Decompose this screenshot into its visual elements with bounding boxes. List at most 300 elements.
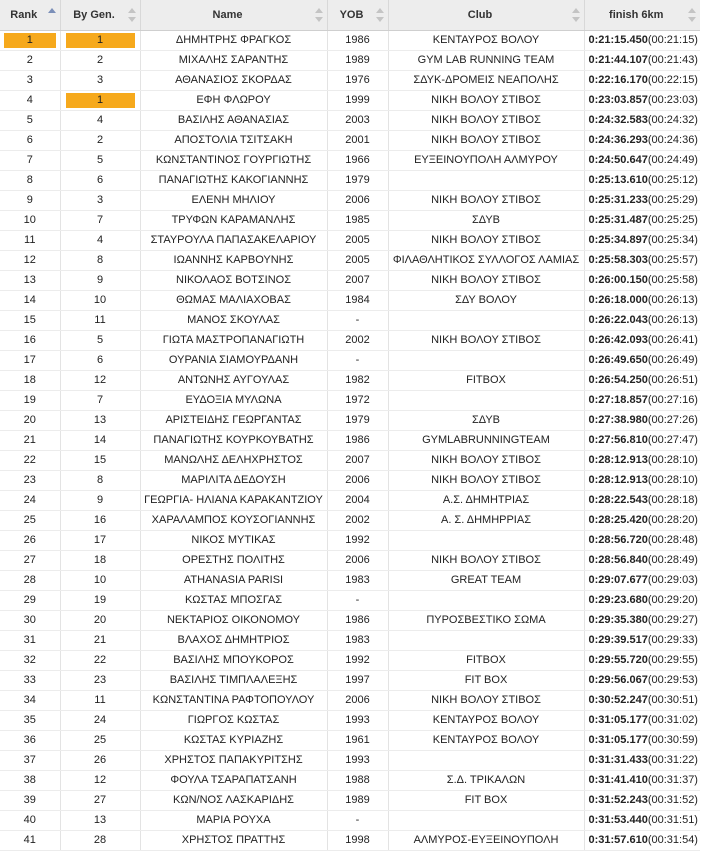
rank-value: 38 xyxy=(23,774,36,786)
gen-cell xyxy=(60,371,140,391)
net-time: (00:25:34) xyxy=(647,234,698,246)
yob-cell: 1992 xyxy=(327,651,388,671)
gen-value: 19 xyxy=(93,594,107,606)
name-cell: ΝΙΚΟΛΑΟΣ ΒΟΤΣΙΝΟΣ xyxy=(140,271,327,291)
yob-cell: 1972 xyxy=(327,391,388,411)
finish-time: 0:29:55.720 xyxy=(588,654,648,666)
finish-cell xyxy=(584,371,700,391)
gen-cell xyxy=(60,471,140,491)
gen-value: 13 xyxy=(93,414,107,426)
net-time: (00:21:15) xyxy=(647,34,698,46)
finish-cell xyxy=(584,251,700,271)
finish-time: 0:26:42.093 xyxy=(588,334,648,346)
yob-cell: 1983 xyxy=(327,571,388,591)
club-cell: ΝΙΚΗ ΒΟΛΟΥ ΣΤΙΒΟΣ xyxy=(388,271,584,291)
gen-cell xyxy=(60,351,140,371)
yob-cell: 1979 xyxy=(327,171,388,191)
gen-cell xyxy=(60,91,140,111)
club-cell: Σ.Δ. ΤΡΙΚΑΛΩΝ xyxy=(388,771,584,791)
yob-cell: 2007 xyxy=(327,271,388,291)
yob-cell: 2002 xyxy=(327,511,388,531)
gen-cell xyxy=(60,171,140,191)
finish-cell xyxy=(584,771,700,791)
gen-cell xyxy=(60,491,140,511)
name-cell: ΧΑΡΑΛΑΜΠΟΣ ΚΟΥΣΟΓΙΑΝΝΗΣ xyxy=(140,511,327,531)
rank-cell xyxy=(0,571,60,591)
finish-time: 0:29:56.067 xyxy=(588,674,648,686)
net-time: (00:21:43) xyxy=(647,54,698,66)
finish-time: 0:31:57.610 xyxy=(588,834,648,846)
rank-value: 25 xyxy=(23,514,36,526)
rank-cell xyxy=(0,691,60,711)
rank-value: 12 xyxy=(23,254,36,266)
name-cell: ΜΑΡΙΑ ΡΟΥΧΑ xyxy=(140,811,327,831)
name-cell: ΚΩΣΤΑΣ ΚΥΡΙΑΖΗΣ xyxy=(140,731,327,751)
finish-cell xyxy=(584,491,700,511)
net-time: (00:28:18) xyxy=(647,494,698,506)
name-cell: ΕΛΕΝΗ ΜΗΛΙΟΥ xyxy=(140,191,327,211)
name-cell: ΜΑΝΟΣ ΣΚΟΥΛΑΣ xyxy=(140,311,327,331)
name-cell: ΕΥΔΟΞΙΑ ΜΥΛΩΝΑ xyxy=(140,391,327,411)
gen-value: 14 xyxy=(93,434,107,446)
yob-cell: 1999 xyxy=(327,91,388,111)
rank-cell xyxy=(0,251,60,271)
gen-value: 10 xyxy=(93,574,107,586)
yob-cell: 1985 xyxy=(327,211,388,231)
finish-cell xyxy=(584,671,700,691)
rank-value: 8 xyxy=(26,174,33,186)
table-row xyxy=(0,631,700,651)
yob-cell: - xyxy=(327,591,388,611)
table-row xyxy=(0,471,700,491)
club-cell: ΣΔΥΒ xyxy=(388,411,584,431)
finish-time: 0:31:05.177 xyxy=(588,714,648,726)
rank-value: 20 xyxy=(23,414,36,426)
net-time: (00:25:12) xyxy=(647,174,698,186)
rank-header-label: Rank xyxy=(10,9,38,21)
rank-cell xyxy=(0,391,60,411)
table-row xyxy=(0,771,700,791)
yob-cell: 1986 xyxy=(327,611,388,631)
club-cell: ΝΙΚΗ ΒΟΛΟΥ ΣΤΙΒΟΣ xyxy=(388,471,584,491)
gen-value: 8 xyxy=(96,254,104,266)
gen-value: 15 xyxy=(93,454,107,466)
club-cell: FITBOX xyxy=(388,371,584,391)
rank-value: 26 xyxy=(23,534,36,546)
net-time: (00:31:02) xyxy=(647,714,698,726)
finish-time: 0:27:56.810 xyxy=(588,434,648,446)
finish-cell xyxy=(584,651,700,671)
net-time: (00:27:16) xyxy=(647,394,698,406)
yob-cell: 2005 xyxy=(327,251,388,271)
finish-time: 0:29:07.677 xyxy=(588,574,648,586)
club-cell: FIT BOX xyxy=(388,791,584,811)
net-time: (00:29:33) xyxy=(647,634,698,646)
table-row xyxy=(0,671,700,691)
rank-value: 3 xyxy=(26,74,33,86)
rank-cell xyxy=(0,191,60,211)
name-cell: ΑΘΑΝΑΣΙΟΣ ΣΚΟΡΔΑΣ xyxy=(140,71,327,91)
yob-cell: 1984 xyxy=(327,291,388,311)
finish-time: 0:31:53.440 xyxy=(588,814,648,826)
finish-time: 0:25:58.303 xyxy=(588,254,648,266)
sort-icon[interactable] xyxy=(376,8,383,22)
gen-value: 2 xyxy=(96,134,104,146)
name-cell: ΒΛΑΧΟΣ ΔΗΜΗΤΡΙΟΣ xyxy=(140,631,327,651)
table-row xyxy=(0,311,700,331)
name-cell: ΘΩΜΑΣ ΜΑΛΙΑΧΟΒΑΣ xyxy=(140,291,327,311)
name-cell: ΟΡΕΣΤΗΣ ΠΟΛΙΤΗΣ xyxy=(140,551,327,571)
table-row xyxy=(0,531,700,551)
name-cell: ΙΩΑΝΝΗΣ ΚΑΡΒΟΥΝΗΣ xyxy=(140,251,327,271)
club-cell: GREAT TEAM xyxy=(388,571,584,591)
finish-cell xyxy=(584,531,700,551)
name-cell: ΑΠΟΣΤΟΛΙΑ ΤΣΙΤΣΑΚΗ xyxy=(140,131,327,151)
finish-time: 0:27:18.857 xyxy=(588,394,648,406)
gen-value: 23 xyxy=(93,674,107,686)
net-time: (00:29:53) xyxy=(647,674,698,686)
rank-cell xyxy=(0,31,60,51)
rank-value: 2 xyxy=(26,54,33,66)
gen-value: 28 xyxy=(93,834,107,846)
table-row xyxy=(0,731,700,751)
rank-cell xyxy=(0,711,60,731)
finish-cell xyxy=(584,211,700,231)
net-time: (00:27:47) xyxy=(647,434,698,446)
gen-cell xyxy=(60,231,140,251)
table-row xyxy=(0,251,700,271)
gen-value: 4 xyxy=(96,234,104,246)
table-row xyxy=(0,571,700,591)
gen-value: 13 xyxy=(93,814,107,826)
finish-time: 0:31:41.410 xyxy=(588,774,648,786)
club-cell: GYMLABRUNNINGTEAM xyxy=(388,431,584,451)
rank-value: 7 xyxy=(26,154,33,166)
rank-cell xyxy=(0,231,60,251)
gen-cell xyxy=(60,731,140,751)
finish-time: 0:21:15.450 xyxy=(588,34,648,46)
finish-time: 0:25:31.233 xyxy=(588,194,648,206)
rank-cell xyxy=(0,351,60,371)
name-cell: ΝΕΚΤΑΡΙΟΣ ΟΙΚΟΝΟΜΟΥ xyxy=(140,611,327,631)
sort-icon[interactable] xyxy=(48,8,55,22)
yob-column-header[interactable] xyxy=(327,0,388,31)
net-time: (00:26:13) xyxy=(647,294,698,306)
name-cell: ΒΑΣΙΛΗΣ ΑΘΑΝΑΣΙΑΣ xyxy=(140,111,327,131)
rank-cell xyxy=(0,91,60,111)
net-time: (00:24:36) xyxy=(647,134,698,146)
yob-cell: 2007 xyxy=(327,451,388,471)
club-cell: ΚΕΝΤΑΥΡΟΣ ΒΟΛΟΥ xyxy=(388,711,584,731)
finish-time: 0:29:23.680 xyxy=(588,594,648,606)
finish-cell xyxy=(584,131,700,151)
net-time: (00:31:54) xyxy=(647,834,698,846)
club-cell xyxy=(388,391,584,411)
gen-cell xyxy=(60,511,140,531)
club-cell: ΑΛΜΥΡΟΣ-ΕΥΞΕΙΝΟΥΠΟΛΗ xyxy=(388,831,584,851)
yob-cell: 1989 xyxy=(327,791,388,811)
table-row xyxy=(0,291,700,311)
club-cell: ΣΔΥ ΒΟΛΟΥ xyxy=(388,291,584,311)
rank-value: 10 xyxy=(23,214,36,226)
yob-cell: 2006 xyxy=(327,191,388,211)
gen-cell xyxy=(60,151,140,171)
net-time: (00:29:27) xyxy=(647,614,698,626)
rank-value: 23 xyxy=(23,474,36,486)
rank-value: 39 xyxy=(23,794,36,806)
net-time: (00:22:15) xyxy=(647,74,698,86)
table-row xyxy=(0,591,700,611)
table-row xyxy=(0,131,700,151)
gen-cell xyxy=(60,651,140,671)
rank-cell xyxy=(0,751,60,771)
yob-cell: 1992 xyxy=(327,531,388,551)
name-cell: ΓΙΩΡΓΟΣ ΚΩΣΤΑΣ xyxy=(140,711,327,731)
rank-cell xyxy=(0,791,60,811)
gen-value: 12 xyxy=(93,774,107,786)
rank-value: 35 xyxy=(23,714,36,726)
rank-value: 31 xyxy=(23,634,36,646)
name-cell: ΠΑΝΑΓΙΩΤΗΣ ΚΑΚΟΓΙΑΝΝΗΣ xyxy=(140,171,327,191)
finish-cell xyxy=(584,591,700,611)
finish-time: 0:28:56.720 xyxy=(588,534,648,546)
gen-cell xyxy=(60,431,140,451)
yob-cell: 2001 xyxy=(327,131,388,151)
finish-time: 0:26:54.250 xyxy=(588,374,648,386)
finish-time: 0:31:52.243 xyxy=(588,794,648,806)
gen-value: 6 xyxy=(96,174,104,186)
table-row xyxy=(0,271,700,291)
finish-time: 0:21:44.107 xyxy=(588,54,648,66)
name-cell: ΚΩΝΣΤΑΝΤΙΝΑ ΡΑΦΤΟΠΟΥΛΟΥ xyxy=(140,691,327,711)
yob-cell: 2006 xyxy=(327,471,388,491)
yob-cell: 2005 xyxy=(327,231,388,251)
finish-cell xyxy=(584,111,700,131)
table-row xyxy=(0,831,700,851)
table-row xyxy=(0,31,700,51)
club-cell: ΝΙΚΗ ΒΟΛΟΥ ΣΤΙΒΟΣ xyxy=(388,191,584,211)
yob-cell: 1997 xyxy=(327,671,388,691)
table-row xyxy=(0,431,700,451)
name-column-header[interactable] xyxy=(140,0,327,31)
finish-time: 0:24:50.647 xyxy=(588,154,648,166)
club-cell xyxy=(388,171,584,191)
gen-value: 16 xyxy=(93,514,107,526)
name-cell: ΑΡΙΣΤΕΙΔΗΣ ΓΕΩΡΓΑΝΤΑΣ xyxy=(140,411,327,431)
finish-cell xyxy=(584,51,700,71)
yob-cell: - xyxy=(327,311,388,331)
by-gen-header-label: By Gen. xyxy=(73,9,115,21)
rank-cell xyxy=(0,171,60,191)
gen-cell xyxy=(60,811,140,831)
gen-cell xyxy=(60,791,140,811)
net-time: (00:28:10) xyxy=(647,474,698,486)
name-cell: ΓΕΩΡΓΙΑ- ΗΛΙΑΝΑ ΚΑΡΑΚΑΝΤΖΙΟΥ xyxy=(140,491,327,511)
net-time: (00:28:49) xyxy=(647,554,698,566)
rank-cell xyxy=(0,51,60,71)
gen-cell xyxy=(60,591,140,611)
net-time: (00:29:03) xyxy=(647,574,698,586)
finish-time: 0:23:03.857 xyxy=(588,94,648,106)
name-cell: ΜΑΡΙΛΙΤΑ ΔΕΔΟΥΣΗ xyxy=(140,471,327,491)
table-row xyxy=(0,111,700,131)
finish-cell xyxy=(584,451,700,471)
finish-cell xyxy=(584,431,700,451)
finish-cell xyxy=(584,511,700,531)
table-row xyxy=(0,171,700,191)
rank-value: 18 xyxy=(23,374,36,386)
net-time: (00:25:25) xyxy=(647,214,698,226)
finish-time: 0:26:22.043 xyxy=(588,314,648,326)
gen-cell xyxy=(60,571,140,591)
gen-cell xyxy=(60,751,140,771)
table-row xyxy=(0,611,700,631)
rank-value: 16 xyxy=(23,334,36,346)
club-cell: ΝΙΚΗ ΒΟΛΟΥ ΣΤΙΒΟΣ xyxy=(388,231,584,251)
name-cell: ΣΤΑΥΡΟΥΛΑ ΠΑΠΑΣΑΚΕΛΑΡΙΟΥ xyxy=(140,231,327,251)
gen-value: 18 xyxy=(93,554,107,566)
gen-value: 26 xyxy=(93,754,107,766)
club-cell xyxy=(388,531,584,551)
finish-time: 0:27:38.980 xyxy=(588,414,648,426)
net-time: (00:31:52) xyxy=(647,794,698,806)
sort-icon[interactable] xyxy=(688,8,695,22)
finish-column-header[interactable] xyxy=(584,0,700,31)
name-header-label: Name xyxy=(212,9,243,21)
gen-cell xyxy=(60,271,140,291)
rank-cell xyxy=(0,551,60,571)
sort-icon[interactable] xyxy=(128,8,135,22)
finish-cell xyxy=(584,91,700,111)
finish-cell xyxy=(584,271,700,291)
sort-icon[interactable] xyxy=(572,8,579,22)
gen-value: 5 xyxy=(96,154,104,166)
gen-value: 7 xyxy=(96,394,104,406)
gen-cell xyxy=(60,311,140,331)
table-row xyxy=(0,351,700,371)
table-row xyxy=(0,51,700,71)
club-cell: GYM LAB RUNNING TEAM xyxy=(388,51,584,71)
rank-cell xyxy=(0,451,60,471)
sort-icon[interactable] xyxy=(315,8,322,22)
yob-cell: 1983 xyxy=(327,631,388,651)
yob-cell: 2006 xyxy=(327,691,388,711)
name-cell: ΦΟΥΛΑ ΤΣΑΡΑΠΑΤΣΑΝΗ xyxy=(140,771,327,791)
gen-value: 10 xyxy=(93,294,107,306)
club-cell: ΚΕΝΤΑΥΡΟΣ ΒΟΛΟΥ xyxy=(388,31,584,51)
yob-cell: 1998 xyxy=(327,831,388,851)
club-cell xyxy=(388,311,584,331)
gen-cell xyxy=(60,31,140,51)
finish-time: 0:28:12.913 xyxy=(588,454,648,466)
gen-cell xyxy=(60,451,140,471)
club-cell: ΠΥΡΟΣΒΕΣΤΙΚΟ ΣΩΜΑ xyxy=(388,611,584,631)
club-cell: ΕΥΞΕΙΝΟΥΠΟΛΗ ΑΛΜΥΡΟΥ xyxy=(388,151,584,171)
gen-highlight: 1 xyxy=(66,93,135,108)
gen-cell xyxy=(60,611,140,631)
finish-cell xyxy=(584,631,700,651)
rank-value: 30 xyxy=(23,614,36,626)
club-cell xyxy=(388,811,584,831)
rank-cell xyxy=(0,111,60,131)
rank-cell xyxy=(0,291,60,311)
gen-cell xyxy=(60,771,140,791)
by-gen-column-header[interactable] xyxy=(60,0,140,31)
gen-cell xyxy=(60,671,140,691)
rank-value: 14 xyxy=(23,294,36,306)
table-row xyxy=(0,791,700,811)
gen-value: 7 xyxy=(96,214,104,226)
name-cell: ΕΦΗ ΦΛΩΡΟΥ xyxy=(140,91,327,111)
table-row xyxy=(0,151,700,171)
finish-cell xyxy=(584,311,700,331)
gen-cell xyxy=(60,531,140,551)
gen-value: 3 xyxy=(96,194,104,206)
club-cell: ΝΙΚΗ ΒΟΛΟΥ ΣΤΙΒΟΣ xyxy=(388,691,584,711)
club-cell: FIT BOX xyxy=(388,671,584,691)
name-cell: ΒΑΣΙΛΗΣ ΤΙΜΠΛΑΛΕΞΗΣ xyxy=(140,671,327,691)
yob-header-label: YOB xyxy=(339,9,364,21)
yob-cell: 1976 xyxy=(327,71,388,91)
net-time: (00:29:55) xyxy=(647,654,698,666)
rank-value: 11 xyxy=(24,234,36,246)
gen-cell xyxy=(60,411,140,431)
finish-time: 0:26:49.650 xyxy=(588,354,648,366)
net-time: (00:28:48) xyxy=(647,534,698,546)
finish-cell xyxy=(584,471,700,491)
club-cell: ΝΙΚΗ ΒΟΛΟΥ ΣΤΙΒΟΣ xyxy=(388,551,584,571)
club-cell: Α.Σ. ΔΗΜΗΤΡΙΑΣ xyxy=(388,491,584,511)
gen-cell xyxy=(60,391,140,411)
gen-highlight: 1 xyxy=(66,33,135,48)
finish-time: 0:28:22.543 xyxy=(588,494,648,506)
yob-cell: 1993 xyxy=(327,711,388,731)
finish-cell xyxy=(584,571,700,591)
rank-cell xyxy=(0,611,60,631)
finish-time: 0:29:39.517 xyxy=(588,634,648,646)
net-time: (00:24:49) xyxy=(647,154,698,166)
yob-cell: 2003 xyxy=(327,111,388,131)
rank-value: 17 xyxy=(23,354,36,366)
table-row xyxy=(0,811,700,831)
net-time: (00:30:51) xyxy=(647,694,698,706)
rank-value: 13 xyxy=(23,274,36,286)
finish-cell xyxy=(584,71,700,91)
table-row xyxy=(0,71,700,91)
finish-cell xyxy=(584,551,700,571)
net-time: (00:26:41) xyxy=(647,334,698,346)
rank-cell xyxy=(0,811,60,831)
club-column-header[interactable] xyxy=(388,0,584,31)
name-cell: ΑΝΤΩΝΗΣ ΑΥΓΟΥΛΑΣ xyxy=(140,371,327,391)
gen-cell xyxy=(60,831,140,851)
name-cell: ΒΑΣΙΛΗΣ ΜΠΟΥΚΟΡΟΣ xyxy=(140,651,327,671)
club-cell: ΣΔΥΚ-ΔΡΟΜΕΙΣ ΝΕΑΠΟΛΗΣ xyxy=(388,71,584,91)
gen-cell xyxy=(60,711,140,731)
rank-value: 34 xyxy=(23,694,36,706)
club-cell xyxy=(388,351,584,371)
rank-cell xyxy=(0,271,60,291)
rank-cell xyxy=(0,731,60,751)
finish-time: 0:25:13.610 xyxy=(588,174,648,186)
finish-cell xyxy=(584,831,700,851)
club-cell: ΝΙΚΗ ΒΟΛΟΥ ΣΤΙΒΟΣ xyxy=(388,91,584,111)
gen-value: 24 xyxy=(93,714,107,726)
gen-cell xyxy=(60,291,140,311)
rank-column-header[interactable] xyxy=(0,0,60,31)
rank-value: 19 xyxy=(23,394,36,406)
club-cell: FITBOX xyxy=(388,651,584,671)
